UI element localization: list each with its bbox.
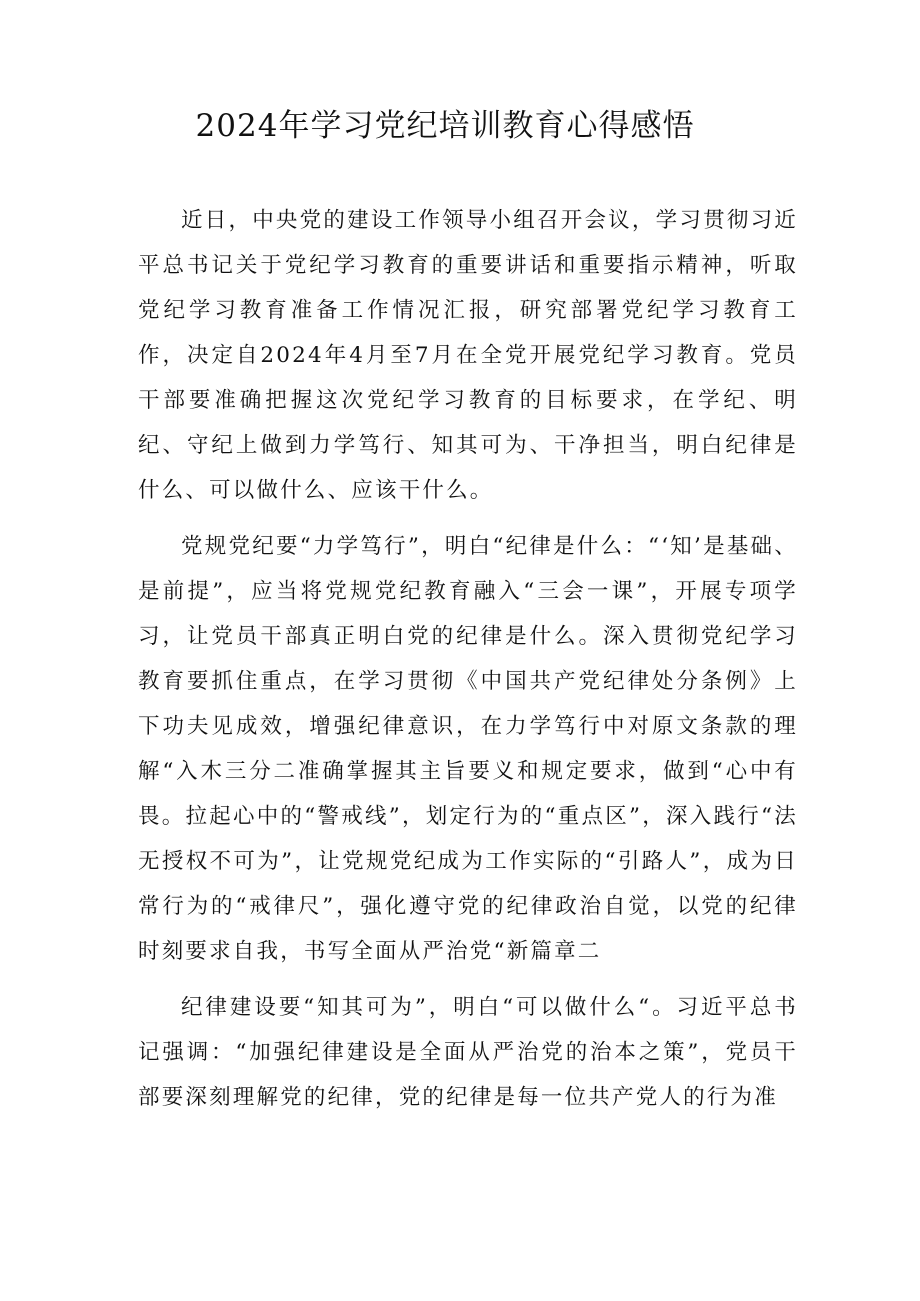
paragraph-1: 近日，中央党的建设工作领导小组召开会议，学习贯彻习近平总书记关于党纪学习教育的重要讲话和重要指示精神，听取党纪学习教育准备工作情况汇报，研究部署党纪学习教育工作，决定自2024年4月至7月在全党开展党纪学习教育。党员干部要准确把握这次党纪学习教育的目标要求，在学纪、明纪、守纪上做到力学笃行、知其可为、干净担当，明白纪律是什么、可以做什么、应该干什么。: [138, 208, 798, 503]
paragraph-2: 党规党纪要“力学笃行”，明白“纪律是什么：“‘知’是基础、是前提”，应当将党规党纪教育融入“三会一课”，开展专项学习，让党员干部真正明白党的纪律是什么。深入贯彻党纪学习教育要抓住重点，在学习贯彻《中国共产党纪律处分条例》上下功夫见成效，增强纪律意识，在力学笃行中对原文条款的理解“入木三分二准确掌握其主旨要义和规定要求，做到“心中有畏。拉起心中的“警戒线”，划定行为的“重点区”，深入践行“法无授权不可为”，让党规党纪成为工作实际的“引路人”，成为日常行为的“戒律尺”，强化遵守党的纪律政治自觉，以党的纪律时刻要求自我，书写全面从严治党“新篇章二: [138, 534, 798, 964]
document-title: 2024年学习党纪培训教育心得感悟: [195, 108, 695, 144]
document-body: [138, 198, 798, 1131]
paragraph-3: 纪律建设要“知其可为”，明白“可以做什么“。习近平总书记强调：“加强纪律建设是全面从严治党的治本之策”，党员干部要深刻理解党的纪律，党的纪律是每一位共产党人的行为准: [138, 995, 798, 1110]
